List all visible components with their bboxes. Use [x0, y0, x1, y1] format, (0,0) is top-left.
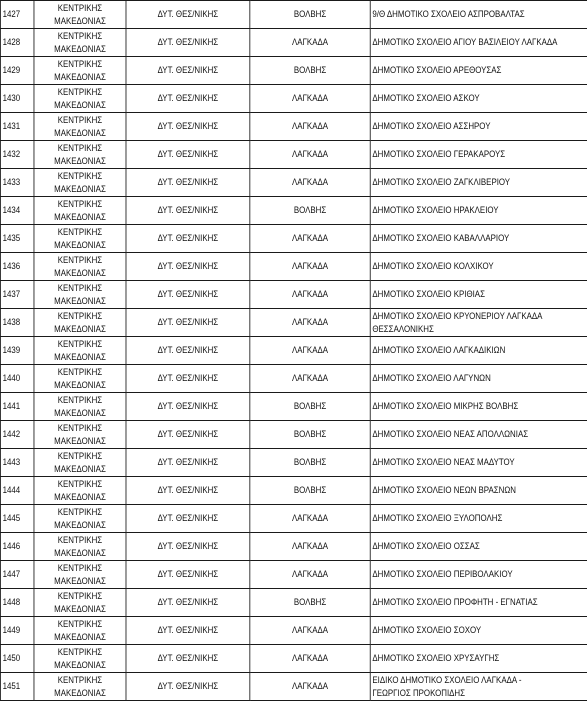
municipality-cell: ΛΑΓΚΑΔΑ — [250, 309, 370, 337]
row-number: 1436 — [0, 253, 34, 281]
municipality-cell: ΒΟΛΒΗΣ — [250, 477, 370, 505]
table-row — [0, 57, 587, 85]
municipality-cell: ΒΟΛΒΗΣ — [250, 421, 370, 449]
region-line: ΚΕΝΤΡΙΚΗΣ — [57, 366, 103, 377]
table-body — [0, 1, 587, 701]
region-cell — [34, 477, 126, 505]
region-line: ΚΕΝΤΡΙΚΗΣ — [57, 674, 103, 685]
region-line: ΚΕΝΤΡΙΚΗΣ — [57, 142, 103, 153]
table-row — [0, 113, 587, 141]
table-row — [0, 505, 587, 533]
row-number: 1437 — [0, 281, 34, 309]
municipality-cell: ΛΑΓΚΑΔΑ — [250, 337, 370, 365]
row-number: 1450 — [0, 645, 34, 673]
table-row — [0, 281, 587, 309]
directorate-cell: ΔΥΤ. ΘΕΣ/ΝΙΚΗΣ — [126, 337, 250, 365]
region-line: ΜΑΚΕΔΟΝΙΑΣ — [54, 547, 106, 558]
row-number: 1428 — [0, 29, 34, 57]
region-line: ΚΕΝΤΡΙΚΗΣ — [57, 618, 103, 629]
row-number: 1441 — [0, 393, 34, 421]
table-row — [0, 253, 587, 281]
region-line: ΜΑΚΕΔΟΝΙΑΣ — [54, 519, 106, 530]
region-cell — [34, 197, 126, 225]
school-name-cell: 9/Θ ΔΗΜΟΤΙΚΟ ΣΧΟΛΕΙΟ ΑΣΠΡΟΒΑΛΤΑΣ — [370, 1, 587, 29]
row-number: 1434 — [0, 197, 34, 225]
table-row — [0, 421, 587, 449]
region-line: ΚΕΝΤΡΙΚΗΣ — [57, 282, 103, 293]
row-number: 1432 — [0, 141, 34, 169]
municipality-cell: ΒΟΛΒΗΣ — [250, 449, 370, 477]
region-line: ΚΕΝΤΡΙΚΗΣ — [57, 422, 103, 433]
region-line: ΜΑΚΕΔΟΝΙΑΣ — [54, 575, 106, 586]
municipality-cell: ΛΑΓΚΑΔΑ — [250, 85, 370, 113]
region-line: ΜΑΚΕΔΟΝΙΑΣ — [54, 71, 106, 82]
school-name-cell: ΔΗΜΟΤΙΚΟ ΣΧΟΛΕΙΟ ΝΕΑΣ ΜΑΔΥΤΟΥ — [370, 449, 587, 477]
region-cell — [34, 225, 126, 253]
directorate-cell: ΔΥΤ. ΘΕΣ/ΝΙΚΗΣ — [126, 253, 250, 281]
region-line: ΚΕΝΤΡΙΚΗΣ — [57, 394, 103, 405]
school-name-cell — [370, 673, 587, 701]
table-row — [0, 449, 587, 477]
municipality-cell: ΛΑΓΚΑΔΑ — [250, 673, 370, 701]
region-line: ΚΕΝΤΡΙΚΗΣ — [57, 646, 103, 657]
row-number: 1451 — [0, 673, 34, 701]
table-row — [0, 589, 587, 617]
school-name-cell: ΔΗΜΟΤΙΚΟ ΣΧΟΛΕΙΟ ΝΕΑΣ ΑΠΟΛΛΩΝΙΑΣ — [370, 421, 587, 449]
municipality-cell: ΛΑΓΚΑΔΑ — [250, 253, 370, 281]
region-line: ΜΑΚΕΔΟΝΙΑΣ — [54, 127, 106, 138]
region-line: ΜΑΚΕΔΟΝΙΑΣ — [54, 155, 106, 166]
directorate-cell: ΔΥΤ. ΘΕΣ/ΝΙΚΗΣ — [126, 141, 250, 169]
table-row — [0, 393, 587, 421]
region-line: ΚΕΝΤΡΙΚΗΣ — [57, 170, 103, 181]
table-row — [0, 197, 587, 225]
table-row — [0, 365, 587, 393]
school-name-cell: ΔΗΜΟΤΙΚΟ ΣΧΟΛΕΙΟ ΓΕΡΑΚΑΡΟΥΣ — [370, 141, 587, 169]
region-cell — [34, 673, 126, 701]
school-name-cell: ΔΗΜΟΤΙΚΟ ΣΧΟΛΕΙΟ ΑΓΙΟΥ ΒΑΣΙΛΕΙΟΥ ΛΑΓΚΑΔΑ — [370, 29, 587, 57]
municipality-cell: ΒΟΛΒΗΣ — [250, 589, 370, 617]
region-line: ΚΕΝΤΡΙΚΗΣ — [57, 2, 103, 13]
row-number: 1443 — [0, 449, 34, 477]
region-line: ΜΑΚΕΔΟΝΙΑΣ — [54, 183, 106, 194]
school-name-cell: ΔΗΜΟΤΙΚΟ ΣΧΟΛΕΙΟ ΗΡΑΚΛΕΙΟΥ — [370, 197, 587, 225]
region-cell — [34, 421, 126, 449]
directorate-cell: ΔΥΤ. ΘΕΣ/ΝΙΚΗΣ — [126, 393, 250, 421]
school-name-line: ΔΗΜΟΤΙΚΟ ΣΧΟΛΕΙΟ ΚΡΥΟΝΕΡΙΟΥ ΛΑΓΚΑΔΑ — [372, 310, 543, 321]
region-cell — [34, 617, 126, 645]
region-cell — [34, 561, 126, 589]
school-name-cell: ΔΗΜΟΤΙΚΟ ΣΧΟΛΕΙΟ ΚΡΙΘΙΑΣ — [370, 281, 587, 309]
region-cell — [34, 533, 126, 561]
directorate-cell: ΔΥΤ. ΘΕΣ/ΝΙΚΗΣ — [126, 281, 250, 309]
region-line: ΜΑΚΕΔΟΝΙΑΣ — [54, 379, 106, 390]
region-cell — [34, 253, 126, 281]
region-line: ΜΑΚΕΔΟΝΙΑΣ — [54, 631, 106, 642]
row-number: 1435 — [0, 225, 34, 253]
row-number: 1427 — [0, 1, 34, 29]
school-name-cell: ΔΗΜΟΤΙΚΟ ΣΧΟΛΕΙΟ ΝΕΩΝ ΒΡΑΣΝΩΝ — [370, 477, 587, 505]
row-number: 1446 — [0, 533, 34, 561]
region-line: ΚΕΝΤΡΙΚΗΣ — [57, 478, 103, 489]
municipality-cell: ΛΑΓΚΑΔΑ — [250, 617, 370, 645]
region-cell — [34, 1, 126, 29]
table-row — [0, 29, 587, 57]
municipality-cell: ΛΑΓΚΑΔΑ — [250, 533, 370, 561]
region-line: ΜΑΚΕΔΟΝΙΑΣ — [54, 407, 106, 418]
school-name-cell: ΔΗΜΟΤΙΚΟ ΣΧΟΛΕΙΟ ΣΟΧΟΥ — [370, 617, 587, 645]
row-number: 1445 — [0, 505, 34, 533]
row-number: 1438 — [0, 309, 34, 337]
region-cell — [34, 449, 126, 477]
row-number: 1431 — [0, 113, 34, 141]
directorate-cell: ΔΥΤ. ΘΕΣ/ΝΙΚΗΣ — [126, 113, 250, 141]
table-row — [0, 561, 587, 589]
row-number: 1449 — [0, 617, 34, 645]
region-cell — [34, 365, 126, 393]
table-row — [0, 169, 587, 197]
row-number: 1444 — [0, 477, 34, 505]
school-name-cell: ΔΗΜΟΤΙΚΟ ΣΧΟΛΕΙΟ ΑΣΣΗΡΟΥ — [370, 113, 587, 141]
region-line: ΚΕΝΤΡΙΚΗΣ — [57, 310, 103, 321]
directorate-cell: ΔΥΤ. ΘΕΣ/ΝΙΚΗΣ — [126, 449, 250, 477]
region-cell — [34, 589, 126, 617]
municipality-cell: ΛΑΓΚΑΔΑ — [250, 645, 370, 673]
region-line: ΜΑΚΕΔΟΝΙΑΣ — [54, 267, 106, 278]
region-cell — [34, 85, 126, 113]
municipality-cell: ΛΑΓΚΑΔΑ — [250, 225, 370, 253]
school-name-cell: ΔΗΜΟΤΙΚΟ ΣΧΟΛΕΙΟ ΖΑΓΚΛΙΒΕΡΙΟΥ — [370, 169, 587, 197]
row-number: 1448 — [0, 589, 34, 617]
region-line: ΚΕΝΤΡΙΚΗΣ — [57, 562, 103, 573]
municipality-cell: ΛΑΓΚΑΔΑ — [250, 113, 370, 141]
directorate-cell: ΔΥΤ. ΘΕΣ/ΝΙΚΗΣ — [126, 477, 250, 505]
region-cell — [34, 281, 126, 309]
table-row — [0, 673, 587, 701]
table-row — [0, 225, 587, 253]
directorate-cell: ΔΥΤ. ΘΕΣ/ΝΙΚΗΣ — [126, 309, 250, 337]
school-name-line: ΓΕΩΡΓΙΟΣ ΠΡΟΚΟΠΙΔΗΣ — [372, 687, 466, 698]
row-number: 1442 — [0, 421, 34, 449]
school-name-line: ΕΙΔΙΚΟ ΔΗΜΟΤΙΚΟ ΣΧΟΛΕΙΟ ΛΑΓΚΑΔΑ - — [372, 674, 522, 685]
region-line: ΚΕΝΤΡΙΚΗΣ — [57, 254, 103, 265]
municipality-cell: ΛΑΓΚΑΔΑ — [250, 141, 370, 169]
region-line: ΜΑΚΕΔΟΝΙΑΣ — [54, 211, 106, 222]
municipality-cell: ΛΑΓΚΑΔΑ — [250, 561, 370, 589]
school-name-cell: ΔΗΜΟΤΙΚΟ ΣΧΟΛΕΙΟ ΜΙΚΡΗΣ ΒΟΛΒΗΣ — [370, 393, 587, 421]
school-name-cell: ΔΗΜΟΤΙΚΟ ΣΧΟΛΕΙΟ ΛΑΓΥΝΩΝ — [370, 365, 587, 393]
region-line: ΜΑΚΕΔΟΝΙΑΣ — [54, 99, 106, 110]
region-line: ΚΕΝΤΡΙΚΗΣ — [57, 58, 103, 69]
school-name-cell: ΔΗΜΟΤΙΚΟ ΣΧΟΛΕΙΟ ΑΣΚΟΥ — [370, 85, 587, 113]
region-line: ΜΑΚΕΔΟΝΙΑΣ — [54, 463, 106, 474]
region-line: ΚΕΝΤΡΙΚΗΣ — [57, 198, 103, 209]
school-name-cell: ΔΗΜΟΤΙΚΟ ΣΧΟΛΕΙΟ ΠΡΟΦΗΤΗ - ΕΓΝΑΤΙΑΣ — [370, 589, 587, 617]
table-row — [0, 85, 587, 113]
region-line: ΚΕΝΤΡΙΚΗΣ — [57, 86, 103, 97]
region-line: ΜΑΚΕΔΟΝΙΑΣ — [54, 43, 106, 54]
region-cell — [34, 645, 126, 673]
region-cell — [34, 505, 126, 533]
row-number: 1429 — [0, 57, 34, 85]
region-line: ΜΑΚΕΔΟΝΙΑΣ — [54, 435, 106, 446]
directorate-cell: ΔΥΤ. ΘΕΣ/ΝΙΚΗΣ — [126, 421, 250, 449]
region-cell — [34, 337, 126, 365]
school-name-cell: ΔΗΜΟΤΙΚΟ ΣΧΟΛΕΙΟ ΟΣΣΑΣ — [370, 533, 587, 561]
directorate-cell: ΔΥΤ. ΘΕΣ/ΝΙΚΗΣ — [126, 29, 250, 57]
region-cell — [34, 113, 126, 141]
table-row — [0, 645, 587, 673]
table-row — [0, 477, 587, 505]
region-cell — [34, 393, 126, 421]
directorate-cell: ΔΥΤ. ΘΕΣ/ΝΙΚΗΣ — [126, 673, 250, 701]
region-line: ΜΑΚΕΔΟΝΙΑΣ — [54, 351, 106, 362]
school-name-cell — [370, 309, 587, 337]
directorate-cell: ΔΥΤ. ΘΕΣ/ΝΙΚΗΣ — [126, 169, 250, 197]
region-cell — [34, 169, 126, 197]
table-row — [0, 141, 587, 169]
row-number: 1440 — [0, 365, 34, 393]
directorate-cell: ΔΥΤ. ΘΕΣ/ΝΙΚΗΣ — [126, 645, 250, 673]
region-line: ΚΕΝΤΡΙΚΗΣ — [57, 506, 103, 517]
directorate-cell: ΔΥΤ. ΘΕΣ/ΝΙΚΗΣ — [126, 1, 250, 29]
municipality-cell: ΒΟΛΒΗΣ — [250, 393, 370, 421]
municipality-cell: ΛΑΓΚΑΔΑ — [250, 505, 370, 533]
region-line: ΜΑΚΕΔΟΝΙΑΣ — [54, 491, 106, 502]
municipality-cell: ΒΟΛΒΗΣ — [250, 57, 370, 85]
region-line: ΚΕΝΤΡΙΚΗΣ — [57, 30, 103, 41]
region-line: ΜΑΚΕΔΟΝΙΑΣ — [54, 239, 106, 250]
region-line: ΜΑΚΕΔΟΝΙΑΣ — [54, 323, 106, 334]
region-cell — [34, 57, 126, 85]
table-row — [0, 1, 587, 29]
directorate-cell: ΔΥΤ. ΘΕΣ/ΝΙΚΗΣ — [126, 225, 250, 253]
school-name-cell: ΔΗΜΟΤΙΚΟ ΣΧΟΛΕΙΟ ΑΡΕΘΟΥΣΑΣ — [370, 57, 587, 85]
directorate-cell: ΔΥΤ. ΘΕΣ/ΝΙΚΗΣ — [126, 365, 250, 393]
municipality-cell: ΒΟΛΒΗΣ — [250, 1, 370, 29]
region-line: ΜΑΚΕΔΟΝΙΑΣ — [54, 15, 106, 26]
region-line: ΚΕΝΤΡΙΚΗΣ — [57, 226, 103, 237]
directorate-cell: ΔΥΤ. ΘΕΣ/ΝΙΚΗΣ — [126, 561, 250, 589]
region-line: ΚΕΝΤΡΙΚΗΣ — [57, 114, 103, 125]
region-line: ΜΑΚΕΔΟΝΙΑΣ — [54, 295, 106, 306]
region-line: ΚΕΝΤΡΙΚΗΣ — [57, 534, 103, 545]
region-cell — [34, 141, 126, 169]
school-name-line: ΘΕΣΣΑΛΟΝΙΚΗΣ — [372, 323, 434, 334]
school-name-cell: ΔΗΜΟΤΙΚΟ ΣΧΟΛΕΙΟ ΚΟΛΧΙΚΟΥ — [370, 253, 587, 281]
directorate-cell: ΔΥΤ. ΘΕΣ/ΝΙΚΗΣ — [126, 617, 250, 645]
school-name-cell: ΔΗΜΟΤΙΚΟ ΣΧΟΛΕΙΟ ΞΥΛΟΠΟΛΗΣ — [370, 505, 587, 533]
row-number: 1430 — [0, 85, 34, 113]
directorate-cell: ΔΥΤ. ΘΕΣ/ΝΙΚΗΣ — [126, 57, 250, 85]
row-number: 1439 — [0, 337, 34, 365]
region-line: ΜΑΚΕΔΟΝΙΑΣ — [54, 603, 106, 614]
directorate-cell: ΔΥΤ. ΘΕΣ/ΝΙΚΗΣ — [126, 533, 250, 561]
directorate-cell: ΔΥΤ. ΘΕΣ/ΝΙΚΗΣ — [126, 197, 250, 225]
school-name-cell: ΔΗΜΟΤΙΚΟ ΣΧΟΛΕΙΟ ΧΡΥΣΑΥΓΗΣ — [370, 645, 587, 673]
region-cell — [34, 29, 126, 57]
school-name-cell: ΔΗΜΟΤΙΚΟ ΣΧΟΛΕΙΟ ΠΕΡΙΒΟΛΑΚΙΟΥ — [370, 561, 587, 589]
municipality-cell: ΒΟΛΒΗΣ — [250, 197, 370, 225]
directorate-cell: ΔΥΤ. ΘΕΣ/ΝΙΚΗΣ — [126, 85, 250, 113]
municipality-cell: ΛΑΓΚΑΔΑ — [250, 281, 370, 309]
municipality-cell: ΛΑΓΚΑΔΑ — [250, 365, 370, 393]
row-number: 1447 — [0, 561, 34, 589]
region-line: ΚΕΝΤΡΙΚΗΣ — [57, 590, 103, 601]
region-line: ΜΑΚΕΔΟΝΙΑΣ — [54, 687, 106, 698]
region-cell — [34, 309, 126, 337]
directorate-cell: ΔΥΤ. ΘΕΣ/ΝΙΚΗΣ — [126, 505, 250, 533]
directorate-cell: ΔΥΤ. ΘΕΣ/ΝΙΚΗΣ — [126, 589, 250, 617]
region-line: ΚΕΝΤΡΙΚΗΣ — [57, 450, 103, 461]
region-line: ΜΑΚΕΔΟΝΙΑΣ — [54, 659, 106, 670]
municipality-cell: ΛΑΓΚΑΔΑ — [250, 29, 370, 57]
row-number: 1433 — [0, 169, 34, 197]
school-name-cell: ΔΗΜΟΤΙΚΟ ΣΧΟΛΕΙΟ ΛΑΓΚΑΔΙΚΙΩΝ — [370, 337, 587, 365]
table-row — [0, 337, 587, 365]
municipality-cell: ΛΑΓΚΑΔΑ — [250, 169, 370, 197]
region-line: ΚΕΝΤΡΙΚΗΣ — [57, 338, 103, 349]
table-row — [0, 533, 587, 561]
school-name-cell: ΔΗΜΟΤΙΚΟ ΣΧΟΛΕΙΟ ΚΑΒΑΛΛΑΡΙΟΥ — [370, 225, 587, 253]
table-row — [0, 617, 587, 645]
table-row — [0, 309, 587, 337]
